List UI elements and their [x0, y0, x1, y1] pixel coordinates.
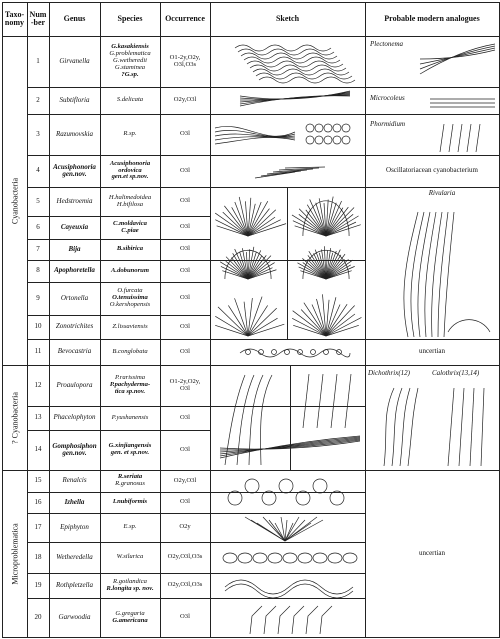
species-name: W.silurica	[116, 553, 144, 561]
cayeuxia-sketch	[293, 192, 359, 236]
occurrence: O3l	[180, 130, 190, 138]
species-name: G.xinjiangensis	[108, 442, 152, 450]
microcoleus-sketch	[430, 96, 495, 110]
modern-analogue-text: Calothrix(13,14)	[432, 369, 480, 378]
occurrence: O2y,O3l	[173, 476, 197, 484]
modern-rule	[365, 365, 499, 366]
species-list	[100, 573, 160, 598]
species-name: tica sp.nov.	[114, 387, 146, 395]
species-name: R.seriata	[117, 473, 143, 481]
phormidium-sketch	[420, 120, 495, 152]
row-number: 10	[34, 322, 42, 331]
sketch-rule	[210, 155, 365, 156]
genus-name: Phacelophyton	[53, 413, 96, 422]
species-name: I.nubiformis	[112, 498, 148, 506]
calothrix-sketch	[440, 384, 495, 466]
occurrence: O3l	[180, 266, 190, 274]
sketch-divider	[287, 187, 288, 339]
species-name: R.longita sp. nov.	[106, 584, 154, 592]
genus-name: Wetheredella	[56, 552, 93, 561]
modern-analogue-text: Oscillatoriacean cyanobacterium	[386, 166, 478, 175]
modern-analogue	[365, 470, 499, 637]
row-number: 12	[34, 380, 42, 389]
species-list	[100, 315, 160, 339]
occurrence: O3l	[180, 223, 190, 231]
species-name: O.kershopensis	[109, 300, 151, 308]
species-name: ?G.sp.	[121, 70, 139, 78]
species-list	[100, 187, 160, 216]
rivularia-sketch	[378, 202, 493, 337]
genus-name: Izhella	[64, 497, 85, 506]
row-number: 18	[34, 552, 42, 561]
apophoretella-sketch	[293, 243, 359, 279]
epiphyton-sketch	[245, 515, 325, 541]
plectonema-sketch	[420, 40, 495, 80]
header-taxonomy: Taxo- nomy	[4, 9, 25, 27]
species-name: Acusiphonoria	[109, 159, 151, 167]
species-name: B.sibirica	[116, 245, 144, 253]
taxonomy-group-label: Microproblematica	[10, 522, 19, 585]
species-list	[100, 216, 160, 239]
genus-name: Renalcis	[62, 476, 87, 485]
species-list	[100, 470, 160, 492]
modern-analogue-text: Dichothrix(12)	[368, 369, 410, 378]
modern-analogue	[365, 155, 499, 187]
modern-rule	[365, 87, 499, 88]
occurrence: O2y,O3l,O3s	[167, 581, 203, 589]
occurrence: O3l	[180, 445, 190, 453]
modern-analogue	[385, 188, 499, 200]
genus-name: Bevocastria	[57, 347, 92, 356]
modern-rule	[365, 114, 499, 115]
species-name: G.staminea	[114, 63, 146, 71]
occurrence: O3l	[180, 294, 190, 302]
occurrence: O3l	[180, 347, 190, 355]
row-number: 9	[36, 293, 40, 302]
sketch-rule	[210, 87, 365, 88]
rothpletzella-sketch	[225, 575, 355, 597]
species-name: C.moldavica	[113, 219, 147, 227]
genus-name: Garwoodia	[58, 612, 91, 621]
species-name: G.kasakiensis	[111, 43, 149, 51]
species-list	[100, 430, 160, 470]
header-genus: Genus	[63, 13, 86, 23]
modern-analogue-text: uncertian	[418, 548, 446, 557]
taxonomy-group-label: ? Cyanobacteria	[10, 391, 19, 444]
occurrence: O3l	[180, 413, 190, 421]
modern-analogue-text: Phormidium	[370, 120, 405, 129]
species-name: gen. et sp.nov.	[110, 449, 150, 456]
species-name: O.furcata	[117, 287, 143, 295]
table-bottom-rule	[2, 637, 499, 638]
species-list	[100, 492, 160, 513]
species-name: G.problematica	[109, 50, 151, 58]
garwoodia-sketch	[240, 602, 340, 634]
occurrence: O2y	[179, 523, 191, 531]
sketch-rule	[210, 339, 365, 340]
zonotrichites-sketch	[293, 290, 359, 336]
occurrence: O3l	[180, 245, 190, 253]
species-list	[100, 406, 160, 430]
species-name: Z.lissaviensis	[112, 322, 148, 330]
genus-name: Cayeuxia	[60, 222, 89, 231]
modern-analogue	[431, 368, 497, 380]
species-name: H.halimedoidea	[108, 193, 152, 201]
genus-name: Razumovskia	[56, 129, 93, 138]
species-name: gen.et sp.nov.	[111, 173, 149, 181]
occurrence: O3l	[180, 613, 190, 621]
species-name: B.conglobata	[112, 347, 148, 355]
row-number: 2	[36, 95, 40, 104]
genus-name: Gomphosiphon gen.nov.	[52, 441, 97, 457]
sketch-rule	[210, 542, 365, 543]
species-name: H.bifilosa	[116, 200, 144, 208]
acusiphonoria-sketch	[255, 160, 330, 184]
ortonella-sketch	[215, 290, 281, 336]
row-number: 1	[36, 56, 40, 65]
genus-name: Rothpletzella	[56, 580, 93, 589]
header-species: Species	[117, 13, 143, 23]
species-name: E.sp.	[123, 523, 137, 531]
phacelophyton-sketch	[295, 370, 361, 430]
row-number: 19	[34, 580, 42, 589]
row-number: 20	[34, 612, 42, 621]
species-name: P.pachyderma-	[109, 381, 151, 389]
sketch-rule	[210, 114, 365, 115]
modern-analogue	[367, 368, 431, 380]
taxonomy-group-label: Cyanobacteria	[10, 177, 19, 224]
subtifloria-sketch	[240, 90, 350, 112]
sketch-rule	[210, 598, 365, 599]
occurrence: O3l	[180, 197, 190, 205]
species-list	[100, 36, 160, 87]
modern-analogue	[369, 92, 425, 106]
species-list	[100, 114, 160, 155]
genus-name: Acusiphonoria gen.nov.	[53, 162, 96, 178]
occurrence: O3l	[180, 498, 190, 506]
species-name: C.piae	[121, 226, 139, 234]
table-left-rule	[2, 2, 3, 638]
sketch-rule	[210, 573, 365, 574]
species-list	[100, 513, 160, 542]
genus-name: Epiphyton	[60, 522, 89, 531]
occurrence: O2y,O3l,O3s	[167, 553, 203, 561]
sketch-rule	[210, 470, 365, 471]
genus-name: Zonotrichites	[55, 322, 94, 331]
species-name: A.dobunorum	[111, 266, 149, 274]
bevocastria-sketch	[240, 343, 350, 361]
genus-name: Hedstroemia	[56, 196, 93, 205]
header-modern: Probable modern analogues	[384, 13, 480, 23]
species-list	[100, 365, 160, 406]
modern-analogue	[365, 339, 499, 365]
sketch-rule	[210, 365, 365, 366]
gomphosiphon-sketch	[220, 432, 360, 466]
header-sketch: Sketch	[275, 13, 300, 23]
razumovskia-sketch	[215, 118, 360, 152]
species-list	[100, 87, 160, 114]
genus-name: Proaulopora	[56, 380, 93, 389]
species-list	[100, 239, 160, 260]
row-number: 11	[34, 347, 42, 356]
species-name: G.americana	[112, 616, 148, 624]
occurrence: O1-2y,O2y, O3l	[169, 377, 201, 392]
species-name: P.yushanensis	[111, 413, 149, 421]
species-list	[100, 598, 160, 637]
bija-sketch	[215, 243, 281, 279]
occurrence: O2y,O3l	[173, 96, 197, 104]
row-number: 8	[36, 266, 40, 275]
dichothrix-sketch	[372, 384, 432, 466]
wetheredella-sketch	[220, 545, 360, 571]
species-list	[100, 155, 160, 187]
renalcis-sketch	[225, 472, 355, 512]
row-number: 5	[36, 196, 40, 205]
species-list	[100, 339, 160, 365]
row-number: 7	[36, 244, 40, 253]
genus-name: Apophoretella	[54, 266, 95, 275]
header-number: Num -ber	[29, 9, 47, 27]
species-name: O.tenuissima	[112, 294, 148, 302]
species-list	[100, 542, 160, 573]
species-list	[100, 282, 160, 315]
species-name: R.granosus	[115, 480, 145, 487]
row-number: 16	[34, 497, 42, 506]
sketch-rule	[210, 513, 365, 514]
genus-name: Subtifloria	[59, 95, 90, 104]
species-name: G.wetheredii	[113, 57, 147, 65]
hedstroemia-sketch	[215, 192, 281, 236]
species-name: R.sp.	[123, 130, 137, 138]
row-number: 6	[36, 222, 40, 231]
row-number: 15	[34, 476, 42, 485]
species-name: G.gregaria	[115, 609, 145, 617]
modern-analogue-text: Rivularia	[428, 189, 456, 198]
header-occurrence: Occurrence	[165, 13, 205, 23]
occurrence: O3l	[180, 166, 190, 174]
modern-analogue-text: Microcoleus	[370, 94, 405, 103]
occurrence: O3l	[180, 322, 190, 330]
genus-name: Ortonella	[60, 293, 89, 302]
row-number: 3	[36, 129, 40, 138]
row-number: 4	[36, 166, 40, 175]
modern-analogue	[369, 118, 425, 132]
genus-name: Girvanella	[59, 56, 90, 65]
species-name: ordovica	[118, 166, 142, 174]
occurrence: O1-2y,O2y, O3l,O3s	[169, 53, 201, 68]
genus-name: Bija	[68, 244, 81, 253]
species-name: R.gotlandica	[113, 577, 147, 585]
row-number: 14	[34, 445, 42, 454]
girvanella-sketch	[225, 42, 355, 84]
row-number: 13	[34, 413, 42, 422]
row-number: 17	[34, 522, 42, 531]
modern-analogue-text: Plectonema	[370, 40, 404, 49]
species-name: P.rarissima	[114, 374, 146, 382]
modern-analogue	[369, 38, 425, 52]
species-list	[100, 260, 160, 282]
species-name: S.delicata	[116, 96, 144, 104]
modern-analogue-text: uncertian	[418, 347, 446, 356]
